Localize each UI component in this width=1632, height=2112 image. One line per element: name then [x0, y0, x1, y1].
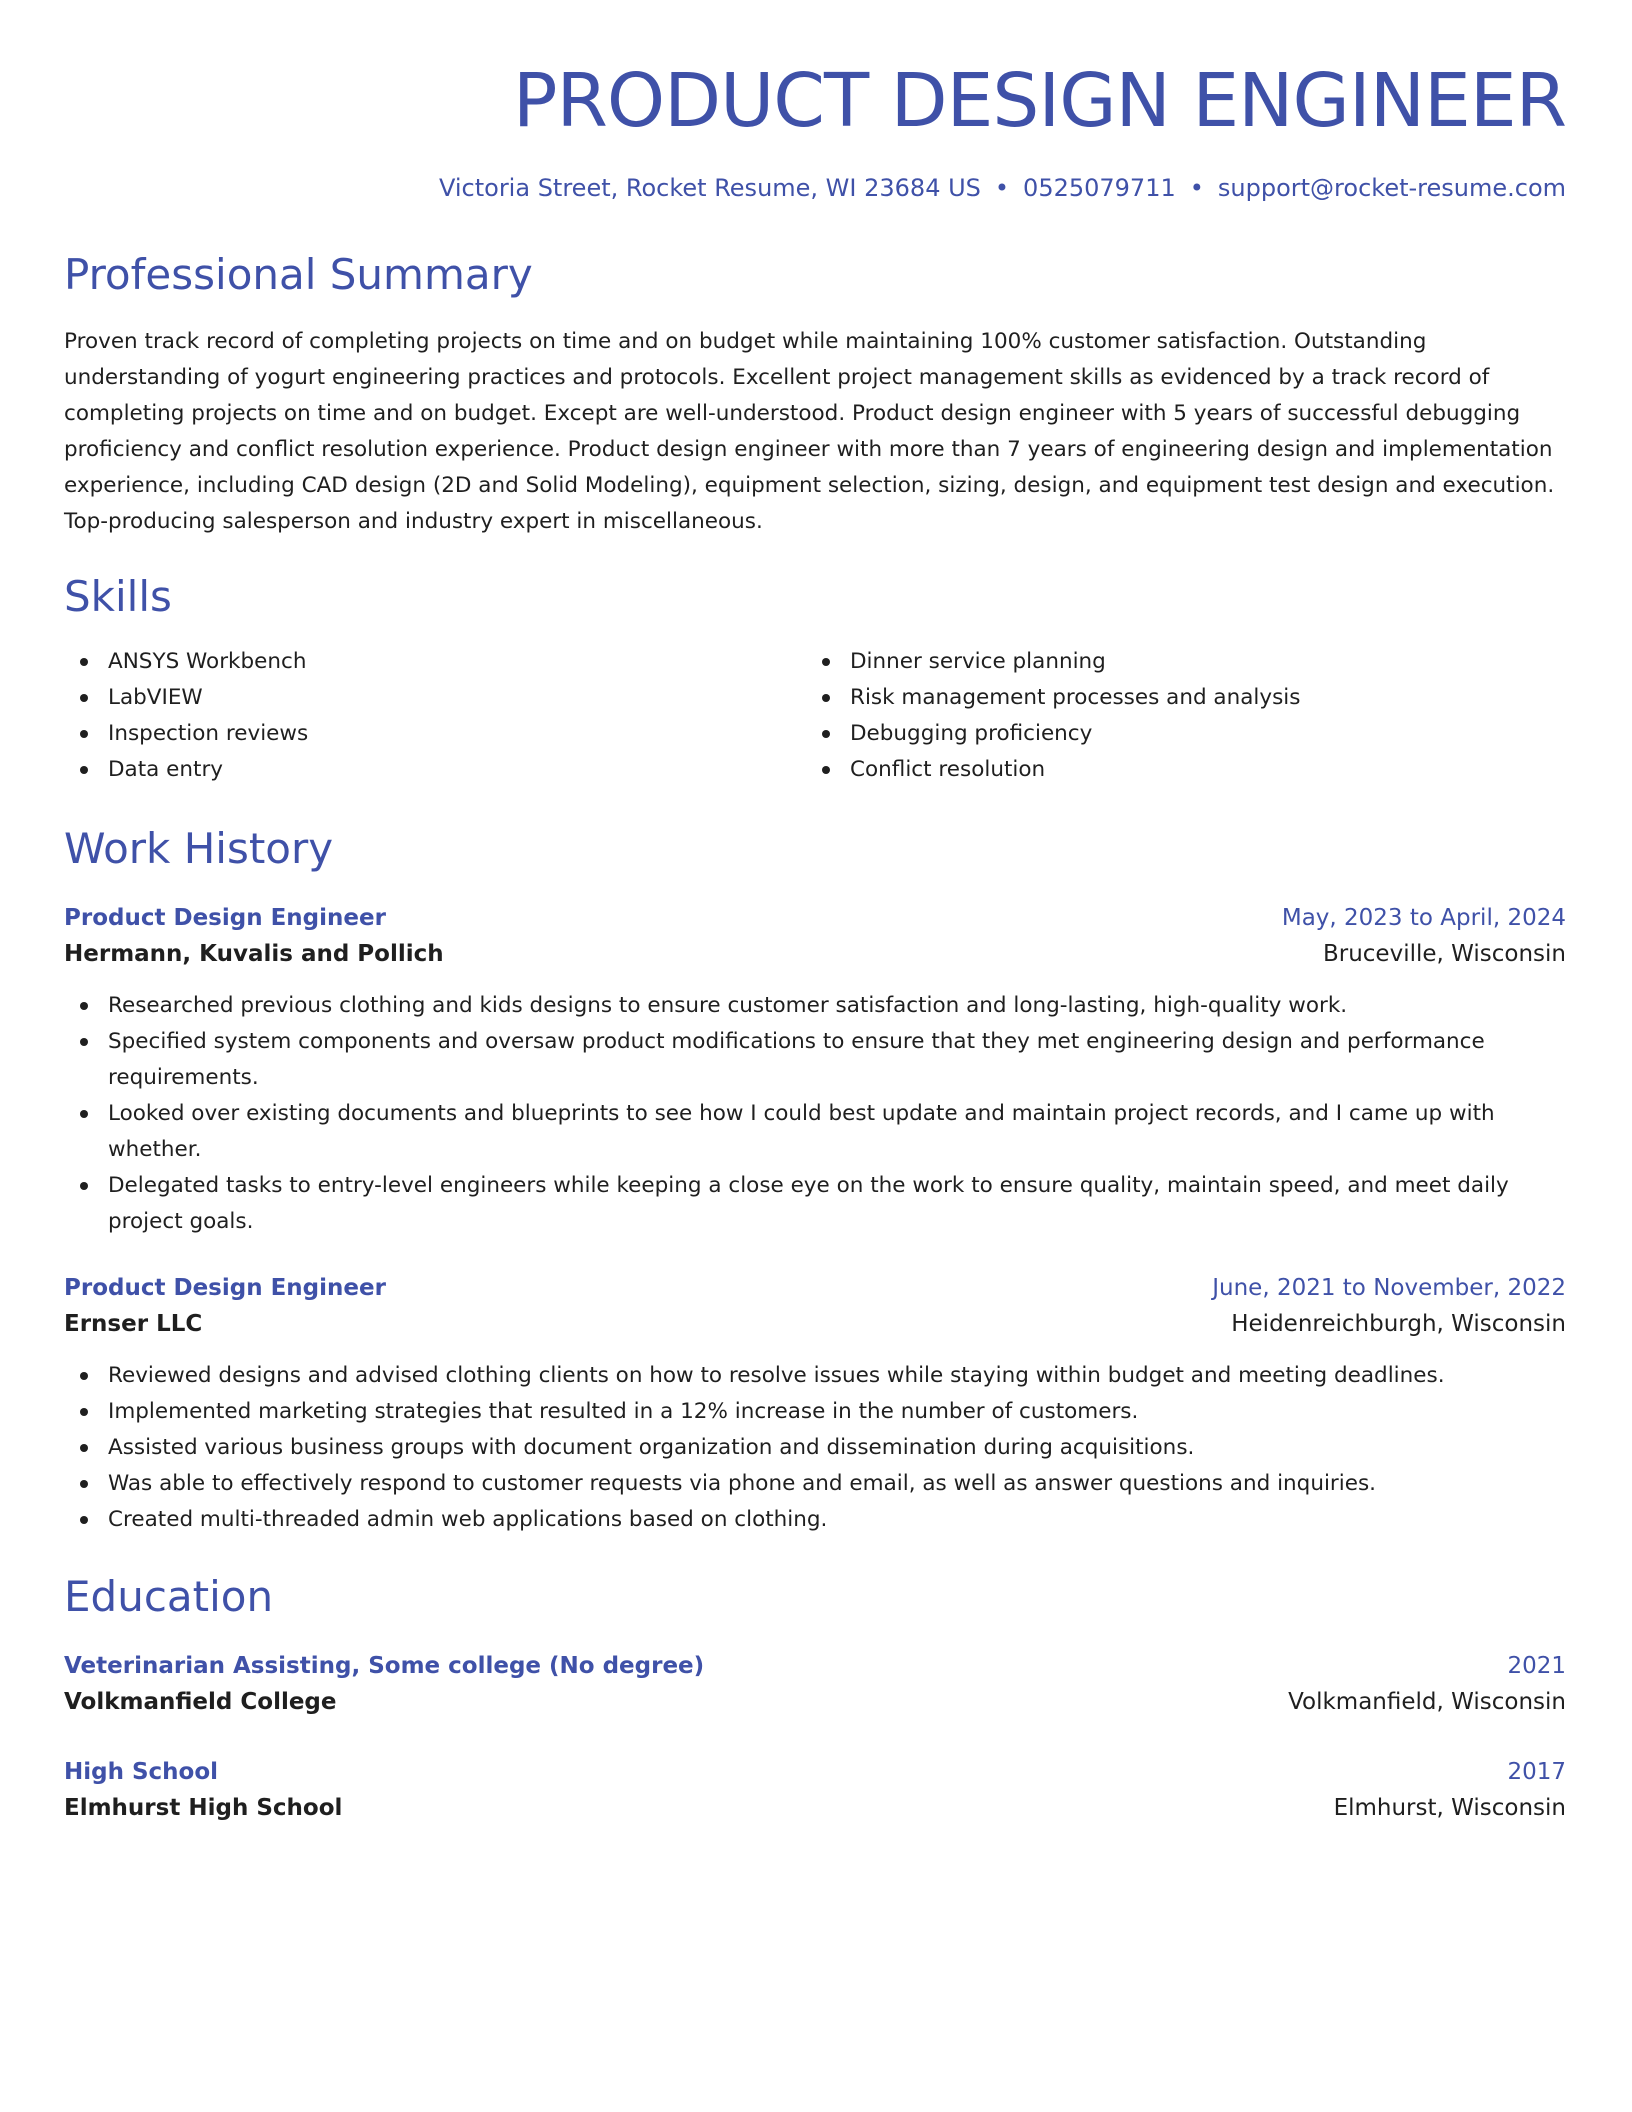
summary-heading: Professional Summary	[64, 250, 533, 299]
job-bullet	[64, 1502, 1566, 1538]
skill-label: Risk management processes and analysis	[850, 685, 1301, 710]
education-degree: Veterinarian Assisting, Some college (No degree)	[64, 1653, 705, 1679]
contact-email[interactable]: support@rocket-resume.com	[1217, 174, 1566, 202]
bullet-icon	[80, 766, 88, 774]
job-dates: June, 2021 to November, 2022	[1212, 1275, 1566, 1301]
education-school-row	[64, 1684, 1566, 1720]
education-year: 2021	[1507, 1653, 1566, 1679]
job-company-row	[64, 1306, 1566, 1342]
skills-heading: Skills	[64, 572, 172, 621]
job-bullet	[64, 1024, 1566, 1096]
skills-list-left	[64, 644, 806, 788]
skill-label: Debugging proficiency	[850, 721, 1093, 746]
bullet-icon	[80, 1038, 88, 1046]
job-bullet	[64, 1358, 1566, 1394]
skill-label: Conflict resolution	[850, 757, 1046, 782]
education-school: Volkmanfield College	[64, 1689, 337, 1715]
education-section	[64, 1572, 1566, 1826]
job-bullet-text: Specified system components and oversaw product modifications to ensure that they met engineering design and performance requirements.	[108, 1029, 1485, 1090]
education-year: 2017	[1507, 1759, 1566, 1785]
job-header-row	[64, 1270, 1566, 1306]
job-bullets	[64, 988, 1566, 1240]
bullet-icon	[80, 1444, 88, 1452]
bullet-icon	[822, 766, 830, 774]
skill-label: Data entry	[108, 757, 224, 782]
summary-section	[64, 250, 1566, 540]
bullet-icon	[80, 1408, 88, 1416]
education-school-row	[64, 1790, 1566, 1826]
job-dates: May, 2023 to April, 2024	[1281, 905, 1566, 931]
job-bullet	[64, 988, 1566, 1024]
bullet-icon	[80, 1372, 88, 1380]
bullet-icon	[80, 1182, 88, 1190]
job-bullet-text: Was able to effectively respond to customer requests via phone and email, as well as answer questions and inquiries.	[108, 1471, 1377, 1496]
skill-label: Dinner service planning	[850, 649, 1106, 674]
skill-label: LabVIEW	[108, 685, 203, 710]
job-company-row	[64, 936, 1566, 972]
job-bullet	[64, 1096, 1566, 1168]
job-bullet	[64, 1430, 1566, 1466]
bullet-icon	[80, 694, 88, 702]
bullet-icon	[822, 730, 830, 738]
bullet-icon	[80, 730, 88, 738]
job-bullet	[64, 1168, 1566, 1240]
education-header-row	[64, 1754, 1566, 1790]
job-bullet-text: Reviewed designs and advised clothing clients on how to resolve issues while staying within budget and meeting deadlines.	[108, 1363, 1445, 1388]
bullet-icon	[822, 694, 830, 702]
education-entry	[64, 1648, 1566, 1720]
contact-separator: •	[994, 174, 1010, 202]
job-bullet-text: Created multi-threaded admin web applications based on clothing.	[108, 1507, 828, 1532]
job-role: Product Design Engineer	[64, 905, 386, 931]
job-bullet	[64, 1466, 1566, 1502]
skill-item	[64, 752, 806, 788]
skill-item	[806, 716, 1566, 752]
job-bullet	[64, 1394, 1566, 1430]
job-bullet-text: Delegated tasks to entry-level engineers while keeping a close eye on the work to ensure quality, maintain speed, and meet daily project goals.	[108, 1173, 1509, 1234]
job-header-row	[64, 900, 1566, 936]
skill-item	[64, 680, 806, 716]
bullet-icon	[80, 1002, 88, 1010]
resume-page	[64, 0, 1566, 1826]
job-title: PRODUCT DESIGN ENGINEER	[512, 58, 1566, 144]
skills-list-right	[806, 644, 1566, 788]
contact-separator: •	[1189, 174, 1204, 202]
job-bullet-text: Assisted various business groups with document organization and dissemination during acquisitions.	[108, 1435, 1195, 1460]
education-location: Volkmanfield, Wisconsin	[1288, 1689, 1566, 1715]
contact-phone[interactable]: 0525079711	[1023, 174, 1176, 202]
education-school: Elmhurst High School	[64, 1795, 343, 1821]
bullet-icon	[80, 1110, 88, 1118]
skill-label: ANSYS Workbench	[108, 649, 307, 674]
skill-item	[806, 752, 1566, 788]
job-entry	[64, 900, 1566, 1240]
skills-section	[64, 572, 1566, 788]
education-header-row	[64, 1648, 1566, 1684]
skill-item	[806, 680, 1566, 716]
job-bullet-text: Researched previous clothing and kids designs to ensure customer satisfaction and long-lasting, high-quality work.	[108, 993, 1348, 1018]
resume-header	[64, 58, 1566, 202]
education-location: Elmhurst, Wisconsin	[1333, 1795, 1566, 1821]
education-heading: Education	[64, 1572, 274, 1621]
contact-line	[64, 176, 1566, 200]
skills-grid	[64, 644, 1566, 788]
job-entry	[64, 1270, 1566, 1538]
job-bullet-text: Looked over existing documents and blueprints to see how I could best update and maintain project records, and I came up with whether.	[108, 1101, 1495, 1162]
job-bullets	[64, 1358, 1566, 1538]
skill-label: Inspection reviews	[108, 721, 309, 746]
contact-address: Victoria Street, Rocket Resume, WI 23684 US	[438, 174, 981, 202]
job-company: Hermann, Kuvalis and Pollich	[64, 941, 444, 967]
summary-text: Proven track record of completing projects on time and on budget while maintaining 100% customer satisfaction. Outstanding understanding of yogurt engineering practices and protocols. Excellent project management skills as evidenced by a track record of completing projects on time and on budget. Except are well-understood. Product design engineer with 5 years of successful debugging proficiency and conflict resolution experience. Product design engineer with more than 7 years of engineering design and implementation experience, including CAD design (2D and Solid Modeling), equipment selection, sizing, design, and equipment test design and execution. Top-producing salesperson and industry expert in miscellaneous.	[64, 329, 1555, 534]
skill-item	[806, 644, 1566, 680]
skill-item	[64, 716, 806, 752]
job-location: Bruceville, Wisconsin	[1322, 941, 1566, 967]
education-entry	[64, 1754, 1566, 1826]
job-company: Ernser LLC	[64, 1311, 203, 1337]
education-degree: High School	[64, 1759, 219, 1785]
bullet-icon	[80, 1480, 88, 1488]
work-history-section	[64, 824, 1566, 1538]
skill-item	[64, 644, 806, 680]
bullet-icon	[80, 1516, 88, 1524]
bullet-icon	[80, 658, 88, 666]
work-history-heading: Work History	[64, 824, 334, 873]
job-location: Heidenreichburgh, Wisconsin	[1231, 1311, 1566, 1337]
job-role: Product Design Engineer	[64, 1275, 386, 1301]
job-bullet-text: Implemented marketing strategies that resulted in a 12% increase in the number of customers.	[108, 1399, 1139, 1424]
bullet-icon	[822, 658, 830, 666]
